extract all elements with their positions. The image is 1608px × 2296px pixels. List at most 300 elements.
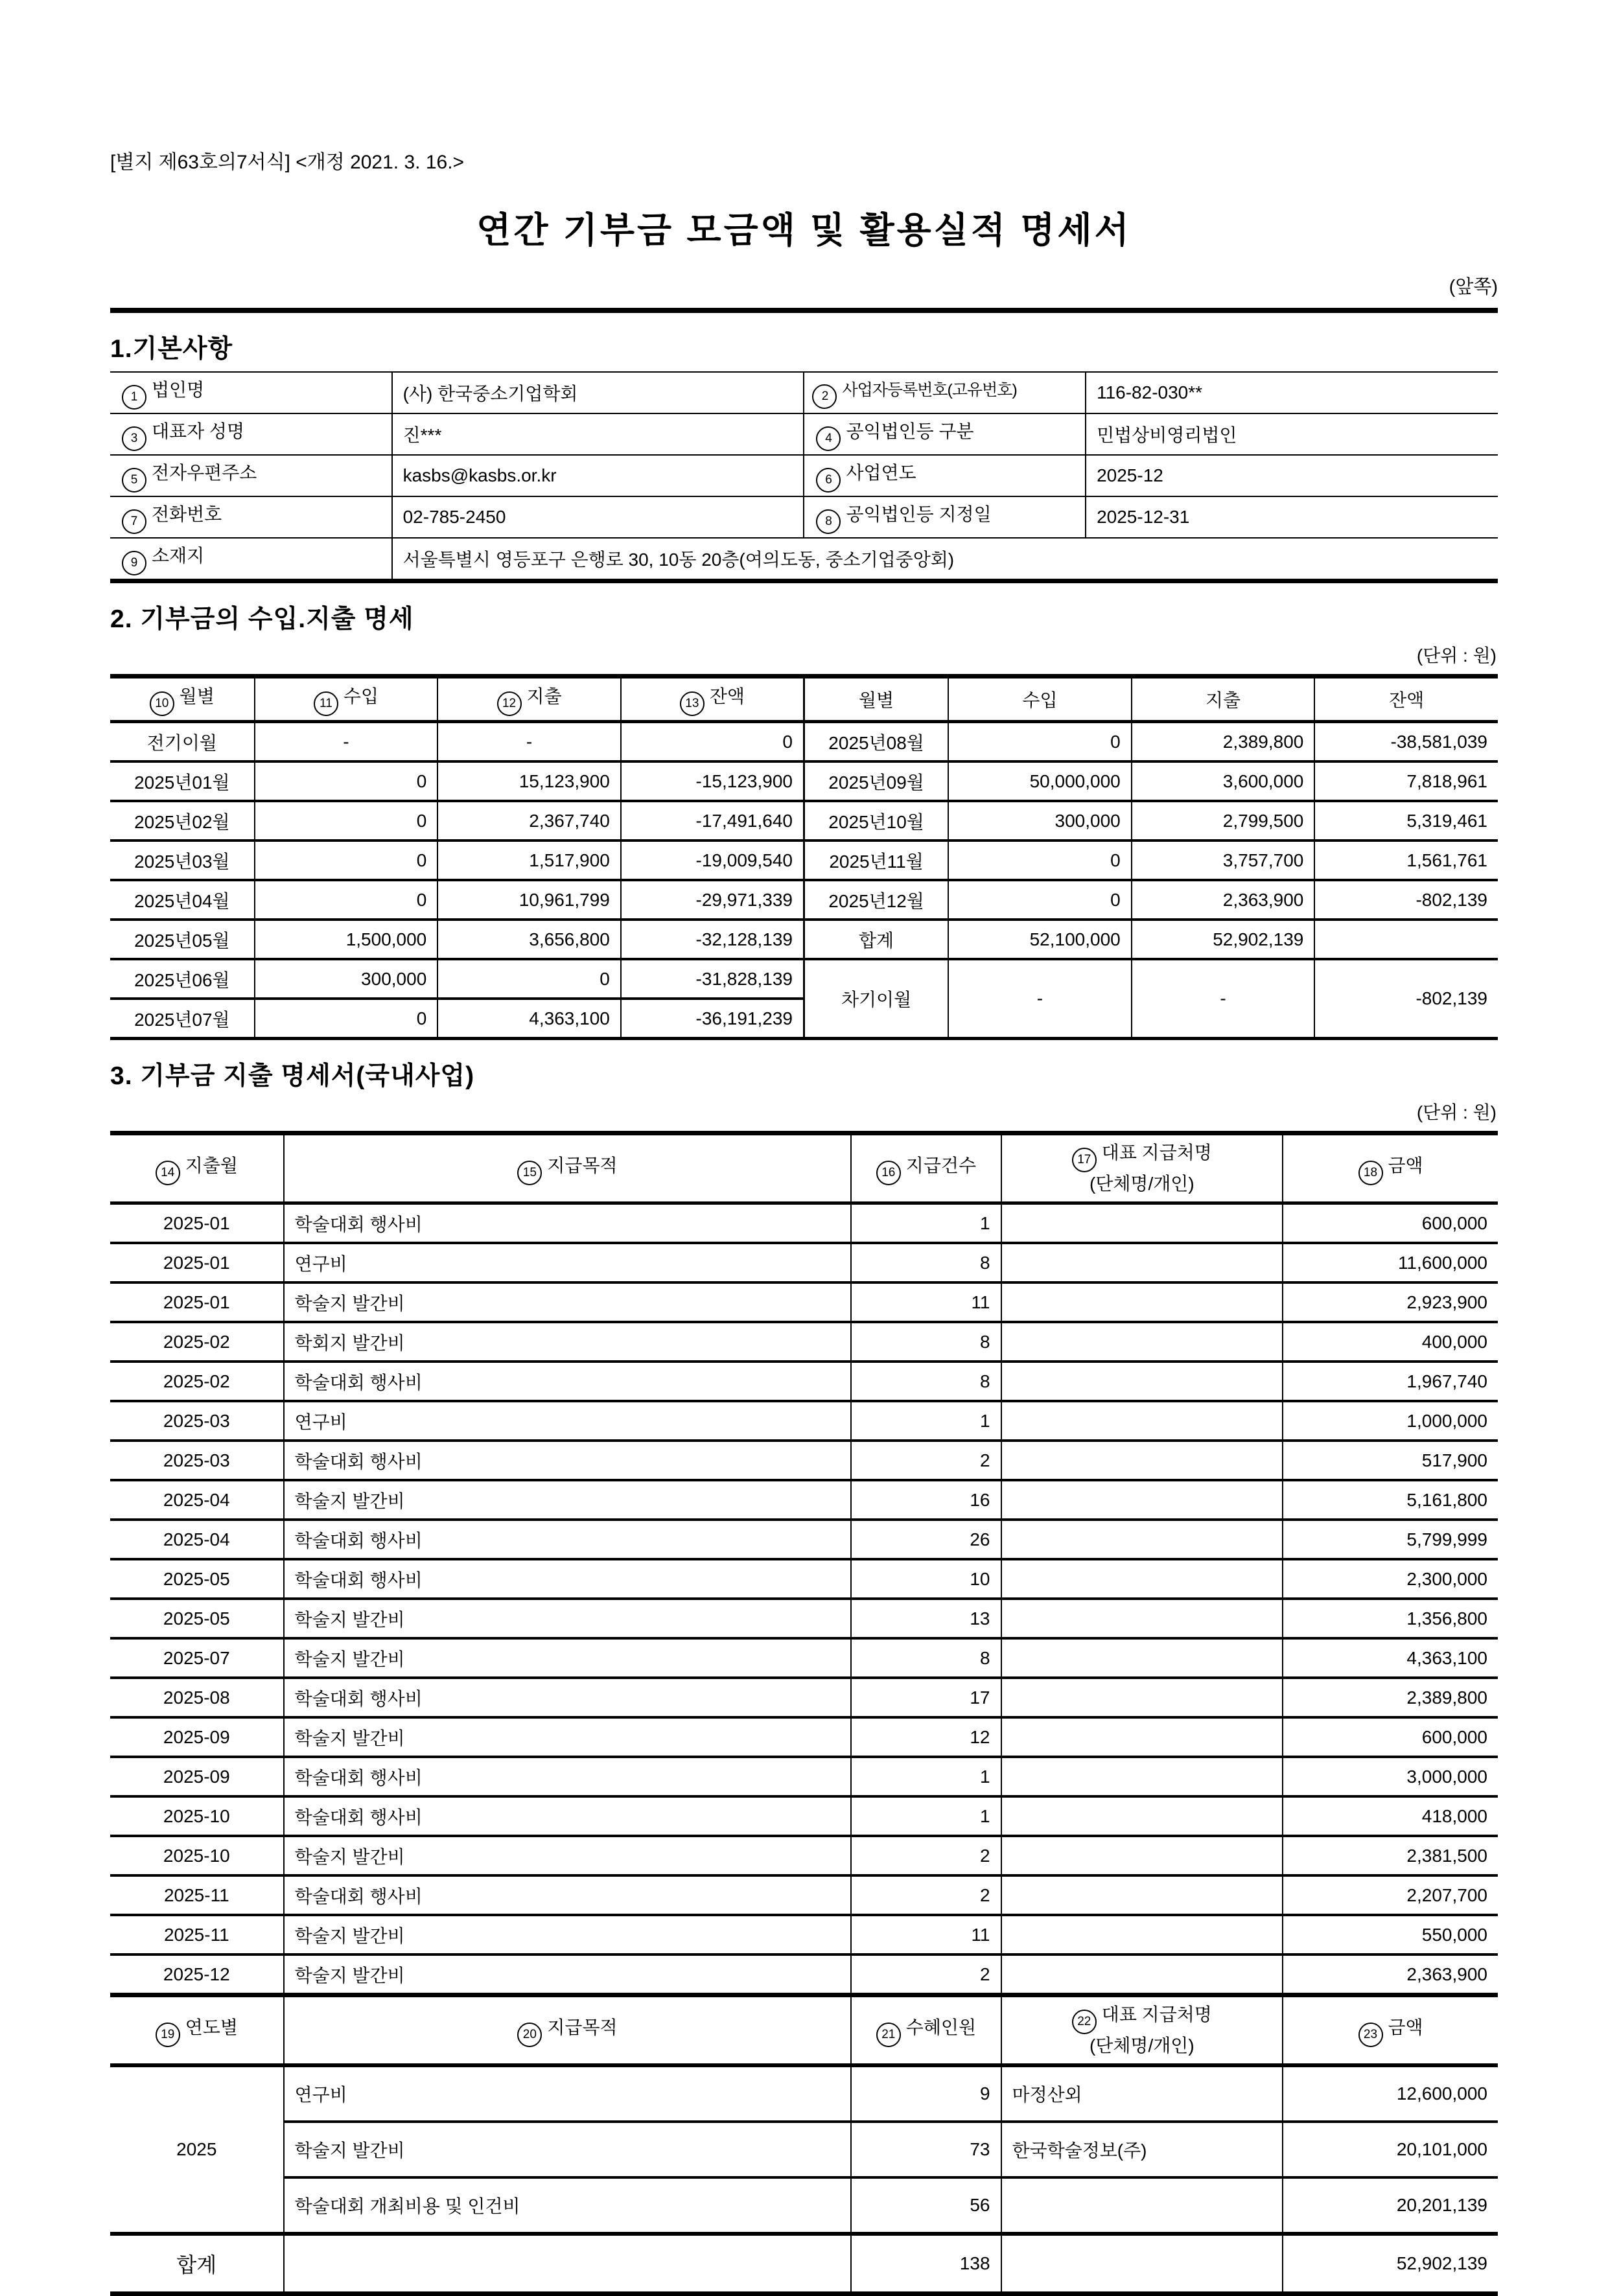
expense-cell: 52,902,139	[1132, 920, 1315, 959]
count-cell: 56	[851, 2177, 1001, 2234]
field-label: 소재지	[152, 546, 205, 566]
table-row	[110, 1243, 1498, 1282]
beneficiary-column-header	[851, 1995, 1001, 2066]
unit-note: (단위 : 원)	[1416, 1102, 1497, 1122]
purpose-cell: 학술지 발간비	[284, 1915, 852, 1954]
header-sublabel: (단체명/개인)	[1089, 1173, 1194, 1194]
table-row	[110, 2177, 1498, 2234]
balance-cell: 7,818,961	[1314, 761, 1498, 801]
balance-cell: 0	[621, 722, 804, 762]
payee-cell	[1001, 1599, 1283, 1638]
section1-heading: 1.기본사항	[110, 335, 233, 363]
amount-cell: 517,900	[1283, 1441, 1498, 1480]
balance-cell: -32,128,139	[621, 920, 804, 959]
income-column-header: 수입	[948, 677, 1132, 722]
payee-column-header	[1001, 1133, 1283, 1203]
field-label: 전자우편주소	[152, 463, 257, 483]
balance-cell: 5,319,461	[1314, 801, 1498, 841]
month-cell: 2025-11	[110, 1915, 284, 1954]
month-cell: 2025-05	[110, 1599, 284, 1638]
month-cell: 2025-02	[110, 1362, 284, 1401]
field-label: 사업자등록번호(고유번호)	[842, 380, 1017, 399]
header-label: 지급목적	[547, 2017, 618, 2037]
circled-number: 15	[517, 1161, 542, 1185]
circled-number: 18	[1358, 1161, 1383, 1185]
balance-cell: -802,139	[1314, 959, 1498, 1039]
page-side-note: (앞쪽)	[1449, 277, 1498, 297]
amount-column-header	[1283, 1133, 1498, 1203]
field-value-cell: 2025-12	[1086, 455, 1498, 496]
month-cell: 2025년02월	[110, 801, 255, 841]
month-cell: 2025년07월	[110, 999, 255, 1039]
circled-number: 19	[156, 2023, 180, 2047]
purpose-cell: 학술지 발간비	[284, 1599, 852, 1638]
balance-column-header	[621, 677, 804, 722]
income-cell: 0	[948, 841, 1132, 880]
month-cell: 2025년01월	[110, 761, 255, 801]
table-row	[110, 1441, 1498, 1480]
section3-heading: 3. 기부금 지출 명세서(국내사업)	[110, 1062, 475, 1090]
header-label: 지급목적	[547, 1155, 618, 1176]
table-row	[110, 1954, 1498, 1995]
count-cell: 1	[851, 1796, 1001, 1836]
spend-month-column-header	[110, 1133, 284, 1203]
count-cell: 8	[851, 1243, 1001, 1282]
expense-cell: -	[1132, 959, 1315, 1039]
total-count-cell: 138	[851, 2234, 1001, 2294]
table-row	[110, 2122, 1498, 2177]
circled-number: 17	[1072, 1148, 1097, 1172]
income-cell: -	[255, 722, 438, 762]
income-cell: 50,000,000	[948, 761, 1132, 801]
table-row	[110, 801, 1498, 841]
balance-cell: -36,191,239	[621, 999, 804, 1039]
month-cell: 2025-01	[110, 1203, 284, 1244]
circled-number: 16	[876, 1161, 901, 1185]
balance-cell: -29,971,339	[621, 880, 804, 920]
circled-number: 22	[1072, 2010, 1097, 2034]
count-cell: 2	[851, 1875, 1001, 1915]
table-row	[110, 1757, 1498, 1796]
month-cell: 2025-10	[110, 1796, 284, 1836]
amount-cell: 11,600,000	[1283, 1243, 1498, 1282]
carryover-label-cell: 차기이월	[804, 959, 948, 1039]
circled-number: 2	[812, 384, 837, 409]
expense-column-header: 지출	[1132, 677, 1315, 722]
payee-cell	[1001, 1322, 1283, 1362]
expense-cell: 2,799,500	[1132, 801, 1315, 841]
count-cell: 8	[851, 1638, 1001, 1678]
payee-cell	[1001, 1203, 1283, 1244]
table-row	[110, 2065, 1498, 2122]
payee-cell	[1001, 1480, 1283, 1520]
table-row	[110, 841, 1498, 880]
header-label: 지급건수	[905, 1155, 976, 1176]
month-column-header	[110, 677, 255, 722]
month-cell: 2025년10월	[804, 801, 948, 841]
amount-cell: 400,000	[1283, 1322, 1498, 1362]
expense-cell: 3,757,700	[1132, 841, 1315, 880]
income-cell: 300,000	[255, 959, 438, 999]
header-label: 지출월	[185, 1155, 238, 1176]
header-label: 지출	[526, 686, 562, 706]
header-label: 대표 지급처명	[1101, 1142, 1212, 1163]
count-cell: 26	[851, 1520, 1001, 1559]
count-cell: 8	[851, 1322, 1001, 1362]
income-cell: 0	[255, 841, 438, 880]
payee-cell	[1001, 2234, 1283, 2294]
payee-cell	[1001, 1717, 1283, 1757]
table-row	[110, 1362, 1498, 1401]
table-row	[110, 538, 1498, 581]
field-value-cell: 2025-12-31	[1086, 496, 1498, 538]
expense-cell: 3,656,800	[437, 920, 621, 959]
table-row	[110, 413, 1498, 455]
income-cell: 300,000	[948, 801, 1132, 841]
payee-cell	[1001, 1441, 1283, 1480]
table-row	[110, 1203, 1498, 1244]
count-cell: 11	[851, 1282, 1001, 1322]
amount-cell: 2,363,900	[1283, 1954, 1498, 1995]
table-header-row	[110, 677, 1498, 722]
amount-cell: 1,000,000	[1283, 1401, 1498, 1441]
payee-cell	[1001, 1401, 1283, 1441]
count-cell: 73	[851, 2122, 1001, 2177]
payee-cell	[1001, 1796, 1283, 1836]
income-cell: 0	[255, 761, 438, 801]
count-cell: 10	[851, 1559, 1001, 1599]
balance-cell: -31,828,139	[621, 959, 804, 999]
purpose-cell: 학술대회 행사비	[284, 1203, 852, 1244]
header-label: 대표 지급처명	[1101, 2004, 1212, 2024]
field-label-cell	[110, 413, 392, 455]
payee-cell	[1001, 1559, 1283, 1599]
month-cell: 2025-01	[110, 1282, 284, 1322]
month-cell: 2025년04월	[110, 880, 255, 920]
circled-number: 12	[497, 691, 522, 716]
table-row	[110, 1559, 1498, 1599]
field-label-cell	[804, 413, 1086, 455]
table-row	[110, 1599, 1498, 1638]
balance-cell: 1,561,761	[1314, 841, 1498, 880]
month-cell: 2025-12	[110, 1954, 284, 1995]
field-label-cell	[110, 496, 392, 538]
expenditure-table	[110, 1131, 1498, 2296]
expense-cell: 4,363,100	[437, 999, 621, 1039]
field-label-cell	[804, 372, 1086, 413]
month-cell: 2025-01	[110, 1243, 284, 1282]
field-value-cell: 민법상비영리법인	[1086, 413, 1498, 455]
amount-cell: 2,381,500	[1283, 1836, 1498, 1875]
purpose-cell	[284, 2234, 852, 2294]
payee-cell: 한국학술정보(주)	[1001, 2122, 1283, 2177]
purpose-cell: 학술대회 개최비용 및 인건비	[284, 2177, 852, 2234]
month-cell: 2025-04	[110, 1480, 284, 1520]
purpose-column-header	[284, 1133, 852, 1203]
table-row	[110, 722, 1498, 762]
balance-cell: -19,009,540	[621, 841, 804, 880]
table-row	[110, 920, 1498, 959]
month-column-header: 월별	[804, 677, 948, 722]
count-cell: 9	[851, 2065, 1001, 2122]
circled-number: 1	[122, 385, 146, 410]
amount-cell: 2,300,000	[1283, 1559, 1498, 1599]
income-cell: 0	[948, 722, 1132, 762]
payee-cell	[1001, 2177, 1283, 2234]
form-number-note: [별지 제63호의7서식] <개정 2021. 3. 16.>	[110, 152, 465, 173]
month-cell: 2025-10	[110, 1836, 284, 1875]
payee-cell	[1001, 1520, 1283, 1559]
field-label-cell	[804, 455, 1086, 496]
header-sublabel: (단체명/개인)	[1089, 2035, 1194, 2056]
monthly-inout-table	[110, 674, 1498, 1040]
expense-cell: 0	[437, 959, 621, 999]
amount-cell: 20,201,139	[1283, 2177, 1498, 2234]
month-cell: 2025년12월	[804, 880, 948, 920]
field-label-cell	[110, 455, 392, 496]
count-column-header	[851, 1133, 1001, 1203]
month-cell: 2025-02	[110, 1322, 284, 1362]
expense-cell: 15,123,900	[437, 761, 621, 801]
purpose-cell: 학술지 발간비	[284, 1480, 852, 1520]
total-amount-cell: 52,902,139	[1283, 2234, 1498, 2294]
count-cell: 12	[851, 1717, 1001, 1757]
month-cell: 2025년08월	[804, 722, 948, 762]
field-label: 법인명	[152, 380, 205, 400]
purpose-cell: 연구비	[284, 1401, 852, 1441]
table-row	[110, 1796, 1498, 1836]
purpose-cell: 학술대회 행사비	[284, 1875, 852, 1915]
payee-cell	[1001, 1836, 1283, 1875]
count-cell: 8	[851, 1362, 1001, 1401]
table-row	[110, 1480, 1498, 1520]
header-label: 월별	[179, 686, 215, 706]
amount-cell: 12,600,000	[1283, 2065, 1498, 2122]
purpose-cell: 연구비	[284, 2065, 852, 2122]
amount-column-header	[1283, 1995, 1498, 2066]
section2-heading: 2. 기부금의 수입.지출 명세	[110, 605, 414, 633]
grand-total-row	[110, 2234, 1498, 2294]
circled-number: 7	[122, 509, 146, 534]
month-cell: 2025-09	[110, 1757, 284, 1796]
purpose-cell: 학술지 발간비	[284, 1954, 852, 1995]
table-row	[110, 1836, 1498, 1875]
table-row	[110, 1678, 1498, 1717]
count-cell: 1	[851, 1757, 1001, 1796]
header-label: 연도별	[185, 2017, 238, 2037]
income-cell: 1,500,000	[255, 920, 438, 959]
income-cell: 0	[255, 801, 438, 841]
count-cell: 1	[851, 1401, 1001, 1441]
payee-cell	[1001, 1915, 1283, 1954]
year-cell: 2025	[110, 2065, 284, 2234]
income-cell: 0	[255, 999, 438, 1039]
table-row	[110, 1717, 1498, 1757]
amount-cell: 600,000	[1283, 1203, 1498, 1244]
amount-cell: 1,967,740	[1283, 1362, 1498, 1401]
basic-info-table	[110, 371, 1498, 583]
field-value-cell: kasbs@kasbs.or.kr	[392, 455, 804, 496]
amount-cell: 2,207,700	[1283, 1875, 1498, 1915]
month-cell: 2025-03	[110, 1441, 284, 1480]
month-cell: 2025-07	[110, 1638, 284, 1678]
balance-column-header: 잔액	[1314, 677, 1498, 722]
purpose-cell: 학술대회 행사비	[284, 1559, 852, 1599]
month-cell: 2025년11월	[804, 841, 948, 880]
month-cell: 2025-05	[110, 1559, 284, 1599]
circled-number: 21	[876, 2023, 901, 2047]
purpose-cell: 학술대회 행사비	[284, 1796, 852, 1836]
expense-column-header	[437, 677, 621, 722]
purpose-cell: 학술대회 행사비	[284, 1441, 852, 1480]
circled-number: 4	[816, 426, 841, 451]
purpose-cell: 학술지 발간비	[284, 1638, 852, 1678]
field-value-cell: (사) 한국중소기업학회	[392, 372, 804, 413]
circled-number: 13	[680, 691, 705, 716]
amount-cell: 600,000	[1283, 1717, 1498, 1757]
circled-number: 5	[122, 468, 146, 493]
payee-cell	[1001, 1282, 1283, 1322]
circled-number: 20	[517, 2023, 542, 2047]
header-label: 금액	[1388, 1155, 1423, 1176]
unit-note: (단위 : 원)	[1416, 645, 1497, 666]
table-row	[110, 959, 1498, 999]
balance-cell: -15,123,900	[621, 761, 804, 801]
header-label: 수입	[343, 686, 379, 706]
field-label: 전화번호	[152, 504, 222, 524]
purpose-cell: 학술대회 행사비	[284, 1757, 852, 1796]
purpose-cell: 학술지 발간비	[284, 1717, 852, 1757]
field-label: 공익법인등 구분	[846, 421, 974, 441]
expense-cell: 3,600,000	[1132, 761, 1315, 801]
total-label-cell: 합계	[804, 920, 948, 959]
count-cell: 2	[851, 1954, 1001, 1995]
table-row	[110, 496, 1498, 538]
balance-cell: -38,581,039	[1314, 722, 1498, 762]
field-label-cell	[804, 496, 1086, 538]
month-cell: 2025-11	[110, 1875, 284, 1915]
field-value-cell: 진***	[392, 413, 804, 455]
table-row	[110, 761, 1498, 801]
count-cell: 16	[851, 1480, 1001, 1520]
month-cell: 2025년03월	[110, 841, 255, 880]
month-cell: 2025-09	[110, 1717, 284, 1757]
payee-cell	[1001, 1638, 1283, 1678]
purpose-cell: 학술대회 행사비	[284, 1362, 852, 1401]
expense-cell: 10,961,799	[437, 880, 621, 920]
income-cell: 52,100,000	[948, 920, 1132, 959]
balance-cell: -17,491,640	[621, 801, 804, 841]
circled-number: 14	[156, 1161, 180, 1185]
table-row	[110, 1875, 1498, 1915]
month-cell: 2025-03	[110, 1401, 284, 1441]
income-cell: 0	[255, 880, 438, 920]
table-row	[110, 1322, 1498, 1362]
purpose-cell: 학술지 발간비	[284, 1836, 852, 1875]
field-value-cell: 116-82-030**	[1086, 372, 1498, 413]
payee-column-header	[1001, 1995, 1283, 2066]
table-row	[110, 1915, 1498, 1954]
amount-cell: 4,363,100	[1283, 1638, 1498, 1678]
payee-cell: 마정산외	[1001, 2065, 1283, 2122]
table-header-row	[110, 1133, 1498, 1203]
month-cell: 전기이월	[110, 722, 255, 762]
table-row	[110, 880, 1498, 920]
payee-cell	[1001, 1678, 1283, 1717]
expense-cell: 1,517,900	[437, 841, 621, 880]
amount-cell: 2,389,800	[1283, 1678, 1498, 1717]
month-cell: 2025-04	[110, 1520, 284, 1559]
circled-number: 6	[816, 468, 841, 493]
table-row	[110, 455, 1498, 496]
payee-cell	[1001, 1757, 1283, 1796]
amount-cell: 5,799,999	[1283, 1520, 1498, 1559]
income-cell: 0	[948, 880, 1132, 920]
count-cell: 13	[851, 1599, 1001, 1638]
count-cell: 2	[851, 1836, 1001, 1875]
amount-cell: 2,923,900	[1283, 1282, 1498, 1322]
month-cell: 2025-08	[110, 1678, 284, 1717]
circled-number: 3	[122, 426, 146, 451]
balance-cell	[1314, 920, 1498, 959]
payee-cell	[1001, 1362, 1283, 1401]
yearly-header-row	[110, 1995, 1498, 2066]
circled-number: 23	[1358, 2023, 1383, 2047]
table-row	[110, 372, 1498, 413]
amount-cell: 1,356,800	[1283, 1599, 1498, 1638]
header-label: 금액	[1388, 2017, 1423, 2037]
month-cell: 2025년05월	[110, 920, 255, 959]
expense-cell: 2,367,740	[437, 801, 621, 841]
expense-cell: 2,363,900	[1132, 880, 1315, 920]
amount-cell: 20,101,000	[1283, 2122, 1498, 2177]
field-label: 공익법인등 지정일	[846, 504, 992, 524]
circled-number: 11	[314, 691, 338, 716]
circled-number: 10	[150, 691, 174, 716]
header-label: 잔액	[709, 686, 745, 706]
total-label-cell: 합계	[110, 2234, 284, 2294]
field-value-cell: 02-785-2450	[392, 496, 804, 538]
income-cell: -	[948, 959, 1132, 1039]
field-value-cell: 서울특별시 영등포구 은행로 30, 10동 20층(여의도동, 중소기업중앙회)	[392, 538, 1498, 581]
amount-cell: 550,000	[1283, 1915, 1498, 1954]
payee-cell	[1001, 1243, 1283, 1282]
table-row	[110, 1401, 1498, 1441]
table-row	[110, 1282, 1498, 1322]
amount-cell: 5,161,800	[1283, 1480, 1498, 1520]
purpose-cell: 학술대회 행사비	[284, 1520, 852, 1559]
purpose-cell: 학술대회 행사비	[284, 1678, 852, 1717]
count-cell: 11	[851, 1915, 1001, 1954]
purpose-cell: 연구비	[284, 1243, 852, 1282]
expense-cell: -	[437, 722, 621, 762]
payee-cell	[1001, 1875, 1283, 1915]
header-label: 수혜인원	[905, 2017, 976, 2037]
purpose-cell: 학회지 발간비	[284, 1322, 852, 1362]
count-cell: 2	[851, 1441, 1001, 1480]
month-cell: 2025년06월	[110, 959, 255, 999]
circled-number: 9	[122, 551, 146, 575]
amount-cell: 418,000	[1283, 1796, 1498, 1836]
count-cell: 17	[851, 1678, 1001, 1717]
table-row	[110, 1638, 1498, 1678]
count-cell: 1	[851, 1203, 1001, 1244]
payee-cell	[1001, 1954, 1283, 1995]
circled-number: 8	[816, 509, 841, 534]
purpose-cell: 학술지 발간비	[284, 2122, 852, 2177]
purpose-column-header	[284, 1995, 852, 2066]
field-label-cell	[110, 538, 392, 581]
